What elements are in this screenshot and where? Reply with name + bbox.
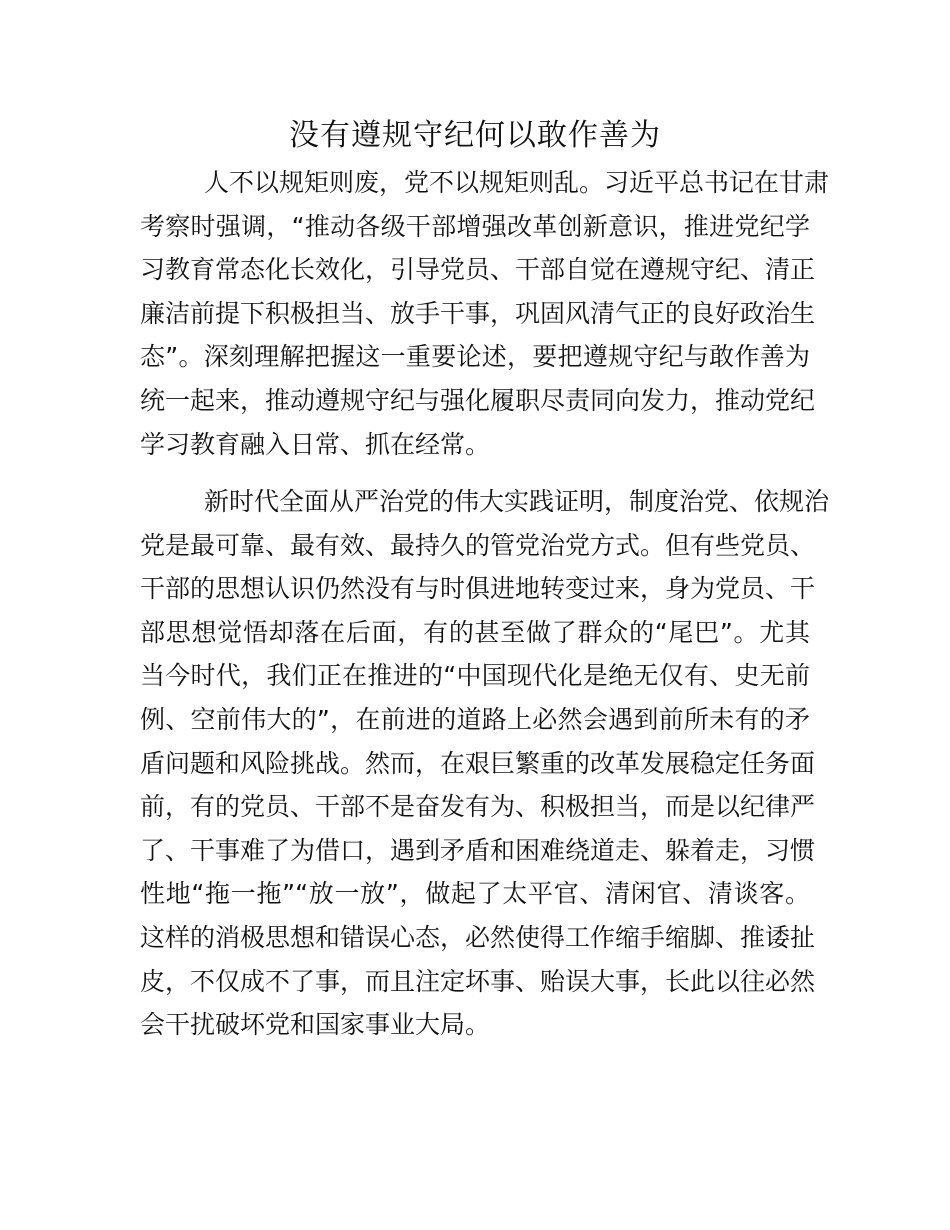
text-line: 这样的消极思想和错误心态，必然使得工作缩手缩脚、推诿扯: [140, 922, 816, 952]
text-line: 统一起来，推动遵规守纪与强化履职尽责同向发力，推动党纪: [140, 385, 816, 415]
text-line: 习教育常态化长效化，引导党员、干部自觉在遵规守纪、清正: [140, 255, 816, 285]
text-line: 会干扰破坏党和国家事业大局。: [140, 1010, 491, 1040]
text-line: 考察时强调，“推动各级干部增强改革创新意识，推进党纪学: [140, 211, 810, 241]
text-line: 例、空前伟大的”，在前进的道路上必然会遇到前所未有的矛: [140, 704, 810, 734]
text-line: 新时代全面从严治党的伟大实践证明，制度治党、依规治: [204, 487, 830, 516]
text-line: 态”。深刻理解把握这一重要论述，要把遵规守纪与敢作善为: [140, 342, 810, 372]
paragraph-1: [140, 161, 830, 466]
text-line: 党是最可靠、最有效、最持久的管党治党方式。但有些党员、: [140, 530, 816, 560]
paragraph-2: [140, 480, 830, 1047]
text-line: 部思想觉悟却落在后面，有的甚至做了群众的“尾巴”。尤其: [140, 617, 810, 647]
text-line: 当今时代，我们正在推进的“中国现代化是绝无仅有、史无前: [140, 661, 810, 691]
text-line: 盾问题和风险挑战。然而，在艰巨繁重的改革发展稳定任务面: [140, 748, 816, 778]
text-line: 前，有的党员、干部不是奋发有为、积极担当，而是以纪律严: [140, 792, 816, 822]
text-line: 皮，不仅成不了事，而且注定坏事、贻误大事，长此以往必然: [140, 966, 816, 996]
text-line: 了、干事难了为借口，遇到矛盾和困难绕道走、躲着走，习惯: [140, 835, 816, 865]
text-line: 人不以规矩则废，党不以规矩则乱。习近平总书记在甘肃: [204, 168, 830, 197]
text-line: 干部的思想认识仍然没有与时俱进地转变过来，身为党员、干: [140, 574, 816, 604]
document-title: 没有遵规守纪何以敢作善为: [289, 118, 661, 153]
text-line: 性地“拖一拖”“放一放”，做起了太平官、清闲官、清谈客。: [140, 879, 810, 909]
text-line: 学习教育融入日常、抓在经常。: [140, 429, 491, 459]
text-line: 廉洁前提下积极担当、放手干事，巩固风清气正的良好政治生: [140, 298, 816, 328]
